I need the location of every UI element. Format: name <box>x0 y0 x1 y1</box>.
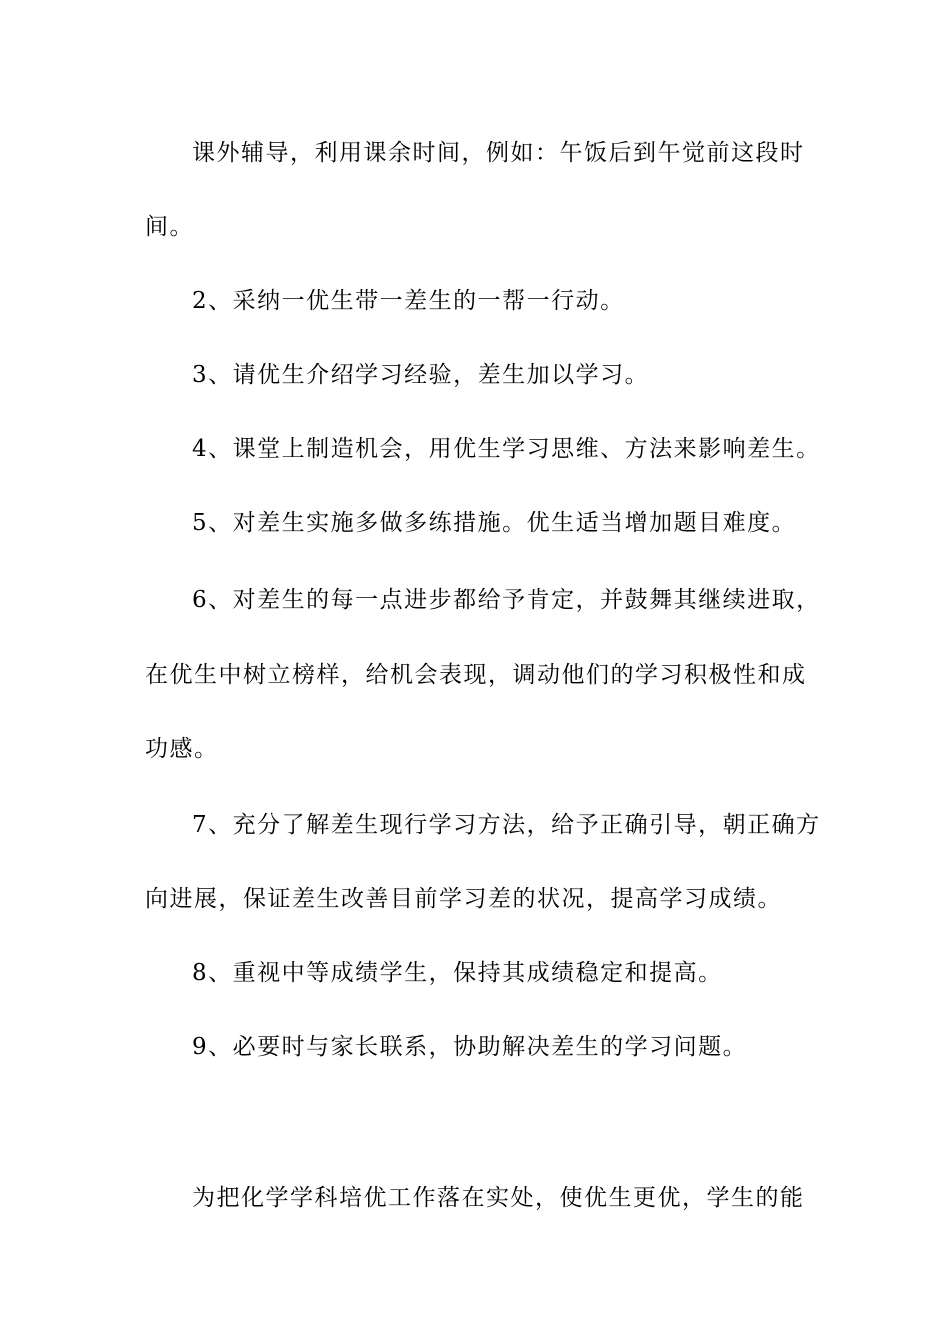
list-item-6-cont: 功感。 <box>145 736 219 762</box>
list-item-9: 9、必要时与家长联系，协助解决差生的学习问题。 <box>192 1034 748 1060</box>
list-item-7-cont: 向进展，保证差生改善目前学习差的状况，提高学习成绩。 <box>145 886 782 912</box>
list-item-7: 7、充分了解差生现行学习方法，给予正确引导，朝正确方 <box>192 812 821 838</box>
list-item-5: 5、对差生实施多做多练措施。优生适当增加题目难度。 <box>192 510 797 536</box>
list-item-6: 6、对差生的每一点进步都给予肯定，并鼓舞其继续进取， <box>192 587 821 613</box>
list-item-4: 4、课堂上制造机会，用优生学习思维、方法来影响差生。 <box>192 436 821 462</box>
list-item-6-cont: 在优生中树立榜样，给机会表现，调动他们的学习积极性和成 <box>145 662 807 688</box>
list-item-2: 2、采纳一优生带一差生的一帮一行动。 <box>192 288 625 314</box>
list-item-3: 3、请优生介绍学习经验，差生加以学习。 <box>192 362 650 388</box>
paragraph-line: 间。 <box>145 214 194 240</box>
paragraph-line: 为把化学学科培优工作落在实处，使优生更优，学生的能 <box>192 1185 805 1211</box>
paragraph-line: 课外辅导，利用课余时间，例如：午饭后到午觉前这段时 <box>192 140 805 166</box>
list-item-8: 8、重视中等成绩学生，保持其成绩稳定和提高。 <box>192 960 723 986</box>
